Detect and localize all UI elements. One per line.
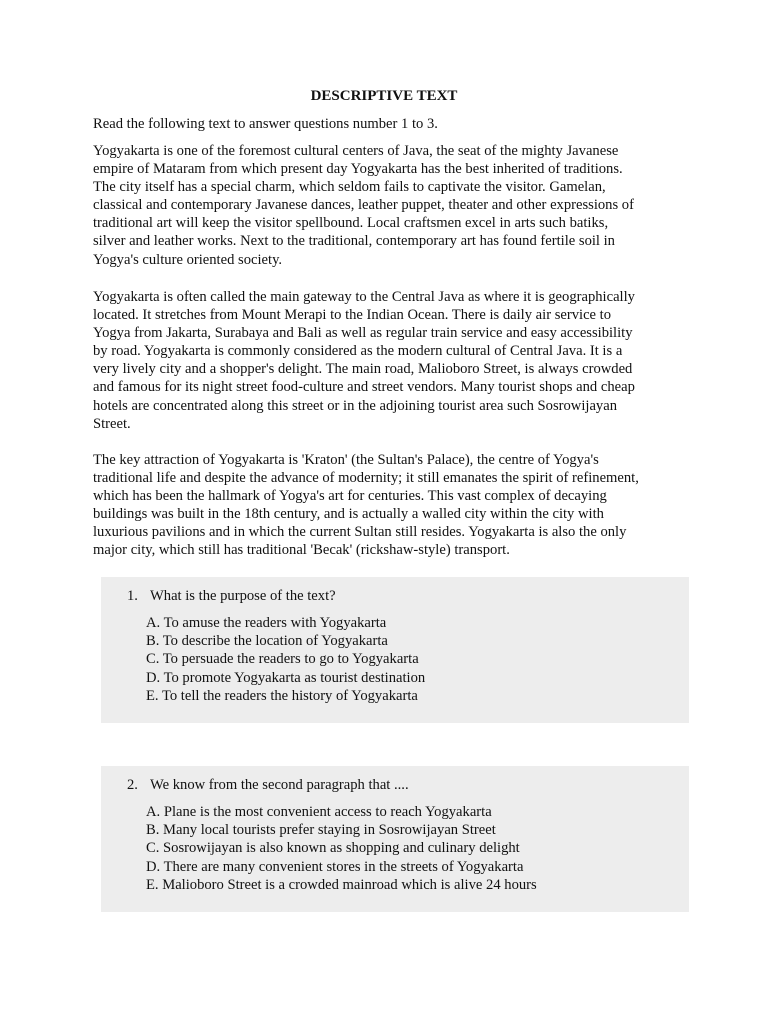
question-text: We know from the second paragraph that .... <box>150 777 409 793</box>
answer-option-e[interactable]: E. To tell the readers the history of Yogyakarta <box>146 687 418 704</box>
paragraph-line: silver and leather works. Next to the traditional, contemporary art has found fertile soil in <box>93 233 615 250</box>
paragraph-line: which has been the hallmark of Yogya's art for centuries. This vast complex of decaying <box>93 488 607 505</box>
paragraph-line: buildings was built in the 18th century, and is actually a walled city within the city with <box>93 506 604 523</box>
question-number: 2. <box>127 777 138 793</box>
paragraph-line: Yogyakarta is one of the foremost cultural centers of Java, the seat of the mighty Javanese <box>93 143 619 159</box>
paragraph-line: major city, which still has traditional 'Becak' (rickshaw-style) transport. <box>93 542 510 559</box>
answer-option-e[interactable]: E. Malioboro Street is a crowded mainroad which is alive 24 hours <box>146 876 537 893</box>
paragraph-line: by road. Yogyakarta is commonly considered as the modern cultural of Central Java. It is a <box>93 343 623 360</box>
paragraph-line: and famous for its night street food-culture and street vendors. Many tourist shops and cheap <box>93 379 635 396</box>
question-box-2 <box>101 766 689 912</box>
paragraph-line: hotels are concentrated along this street or in the adjoining tourist area such Sosrowijayan <box>93 397 618 414</box>
paragraph-line: classical and contemporary Javanese dances, leather puppet, theater and other expressions of <box>93 197 634 214</box>
question-stem <box>127 776 409 794</box>
paragraph-line: luxurious pavilions and in which the current Sultan still resides. Yogyakarta is also the only <box>93 524 627 541</box>
question-text: What is the purpose of the text? <box>150 588 336 604</box>
answer-option-c[interactable]: C. To persuade the readers to go to Yogyakarta <box>146 651 419 668</box>
paragraph-1 <box>93 142 683 269</box>
answer-option-b[interactable]: B. Many local tourists prefer staying in Sosrowijayan Street <box>146 822 496 839</box>
question-stem <box>127 587 336 605</box>
paragraph-2 <box>93 288 683 433</box>
instruction-text: Read the following text to answer questions number 1 to 3. <box>93 116 438 132</box>
paragraph-line: traditional life and despite the advance of modernity; it still emanates the spirit of refinement, <box>93 470 639 487</box>
answer-option-a[interactable]: A. Plane is the most convenient access to reach Yogyakarta <box>146 804 492 820</box>
paragraph-line: The key attraction of Yogyakarta is 'Kraton' (the Sultan's Palace), the centre of Yogya's <box>93 452 599 468</box>
paragraph-line: Yogyakarta is often called the main gateway to the Central Java as where it is geographically <box>93 289 635 305</box>
answer-option-d[interactable]: D. There are many convenient stores in the streets of Yogyakarta <box>146 858 524 875</box>
answer-option-c[interactable]: C. Sosrowijayan is also known as shopping and culinary delight <box>146 840 520 857</box>
answer-options <box>146 803 537 894</box>
paragraph-line: Yogya from Jakarta, Surabaya and Bali as well as regular train service and easy accessibility <box>93 325 633 342</box>
question-number: 1. <box>127 588 138 604</box>
answer-options <box>146 614 425 705</box>
paragraph-line: Yogya's culture oriented society. <box>93 251 283 268</box>
paragraph-line: traditional art will keep the visitor spellbound. Local craftsmen excel in arts such batiks, <box>93 215 609 232</box>
paragraph-line: located. It stretches from Mount Merapi to the Indian Ocean. There is daily air service to <box>93 307 612 324</box>
paragraph-line: empire of Mataram from which present day Yogyakarta has the best inherited of traditions. <box>93 161 623 178</box>
paragraph-line: Street. <box>93 415 131 432</box>
paragraph-line: The city itself has a special charm, which seldom fails to captivate the visitor. Gamelan, <box>93 179 606 196</box>
question-box-1 <box>101 577 689 723</box>
answer-option-d[interactable]: D. To promote Yogyakarta as tourist destination <box>146 669 426 686</box>
page-title: DESCRIPTIVE TEXT <box>310 88 458 104</box>
paragraph-3 <box>93 451 683 560</box>
answer-option-a[interactable]: A. To amuse the readers with Yogyakarta <box>146 615 387 631</box>
paragraph-line: very lively city and a shopper's delight. The main road, Malioboro Street, is always crowded <box>93 361 633 378</box>
answer-option-b[interactable]: B. To describe the location of Yogyakarta <box>146 633 388 650</box>
